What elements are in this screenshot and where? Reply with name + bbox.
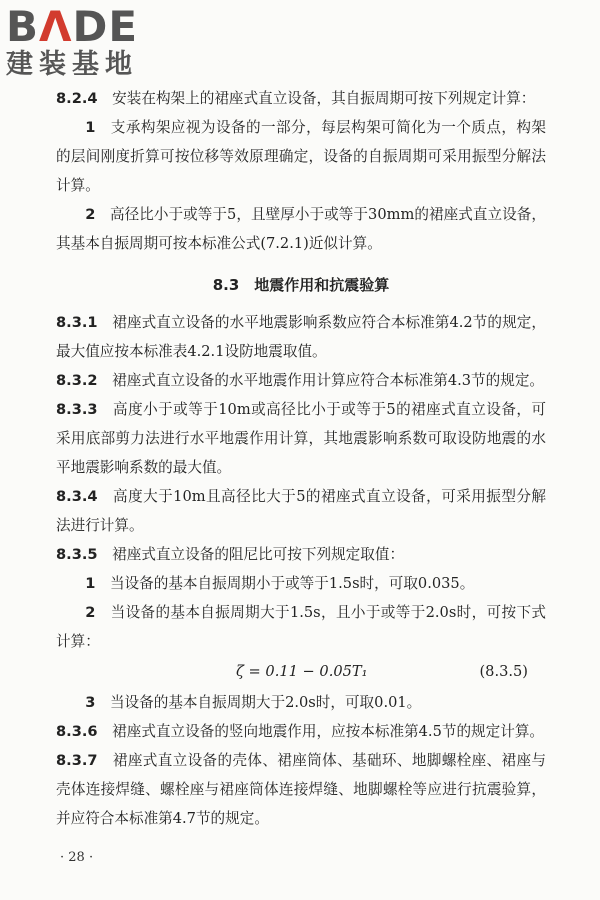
section-heading: 8.3 地震作用和抗震验算 <box>212 276 390 294</box>
document-body <box>56 84 546 833</box>
bade-logo <box>6 4 138 80</box>
clause-8-3-3: 8.3.3 高度小于或等于10m或高径比小于或等于5的裙座式直立设备，可采用底部剪力法进行水平地震作用计算，其地震影响系数可取设防地震的水平地震影响系数的最大值。 <box>56 401 546 476</box>
clause-8-3-4: 8.3.4 高度大于10m且高径比大于5的裙座式直立设备，可采用振型分解法进行计算。 <box>56 488 546 534</box>
page-number: · 28 · <box>60 850 94 865</box>
clause-8-3-5: 8.3.5 裙座式直立设备的阻尼比可按下列规定取值： <box>56 546 405 563</box>
clause-8-3-1: 8.3.1 裙座式直立设备的水平地震影响系数应符合本标准第4.2节的规定，最大值应按本标准表4.2.1设防地震取值。 <box>56 314 546 360</box>
list-item: 2 高径比小于或等于5，且壁厚小于或等于30mm的裙座式直立设备，其基本自振周期可按本标准公式(7.2.1)近似计算。 <box>56 206 546 252</box>
list-item: 3 当设备的基本自振周期大于2.0s时，可取0.01。 <box>85 694 422 711</box>
formula-number: (8.3.5) <box>479 663 528 680</box>
list-item: 1 支承构架应视为设备的一部分，每层构架可简化为一个质点，构架的层间刚度折算可按位移等效原理确定，设备的自振周期可采用振型分解法计算。 <box>56 119 546 194</box>
list-item: 2 当设备的基本自振周期大于1.5s，且小于或等于2.0s时，可按下式计算： <box>56 604 546 650</box>
clause-8-3-7: 8.3.7 裙座式直立设备的壳体、裙座筒体、基础环、地脚螺栓座、裙座与壳体连接焊缝、螺栓座与裙座筒体连接焊缝、地脚螺栓等应进行抗震验算，并应符合本标准第4.7节的规定。 <box>56 752 546 827</box>
clause-8-3-6: 8.3.6 裙座式直立设备的竖向地震作用，应按本标准第4.5节的规定计算。 <box>56 723 545 740</box>
logo-wordmark: BΛDE <box>6 2 139 51</box>
clause-8-2-4: 8.2.4 安装在构架上的裙座式直立设备，其自振周期可按下列规定计算： <box>56 90 536 107</box>
logo-subtitle: 建装基地 <box>6 49 138 80</box>
formula-expression: ζ = 0.11 − 0.05T₁ <box>236 663 368 680</box>
clause-8-3-2: 8.3.2 裙座式直立设备的水平地震作用计算应符合本标准第4.3节的规定。 <box>56 372 545 389</box>
list-item: 1 当设备的基本自振周期小于或等于1.5s时，可取0.035。 <box>85 575 475 592</box>
formula-8-3-5 <box>56 656 546 688</box>
